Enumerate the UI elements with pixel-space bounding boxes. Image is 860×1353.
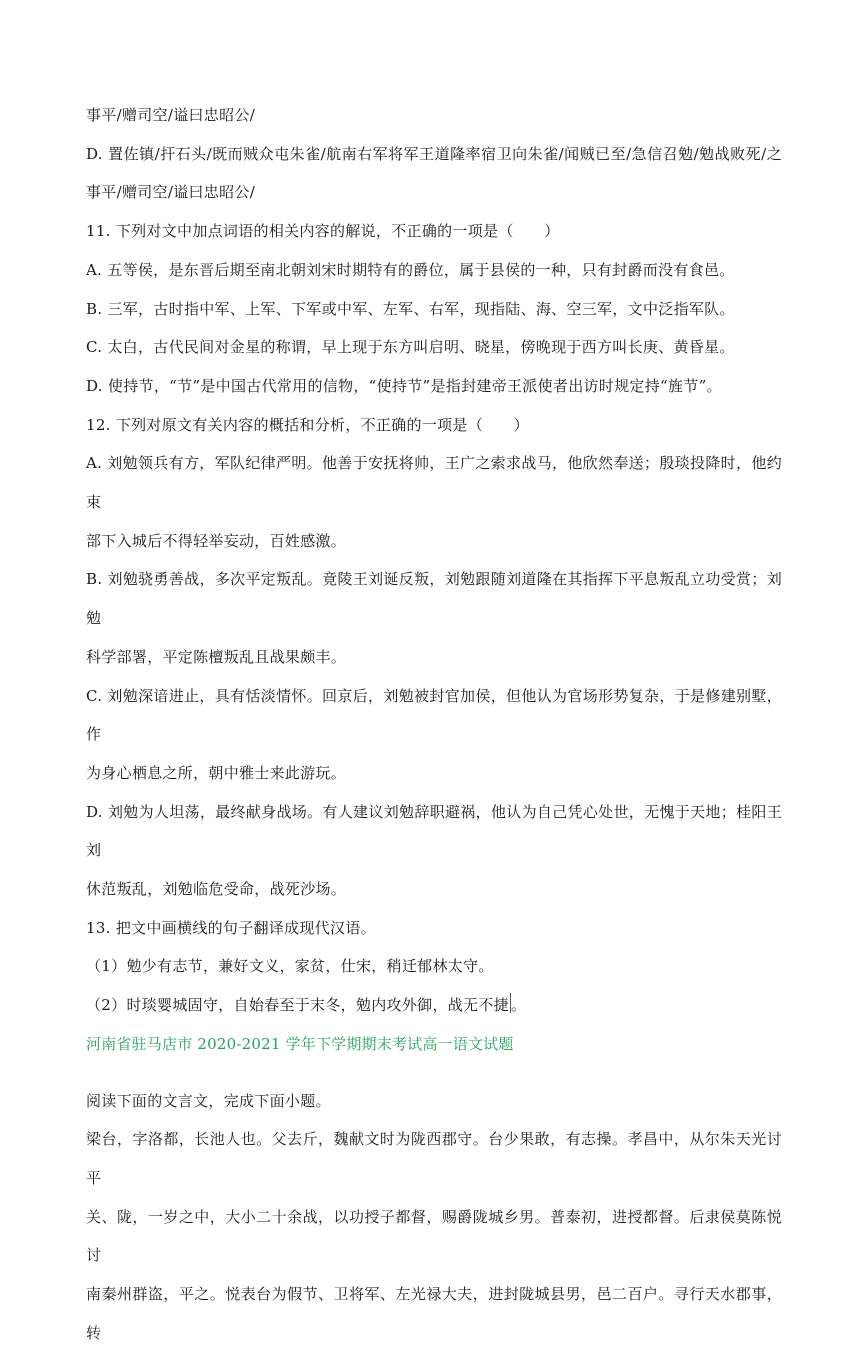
question-12-option-b-line2: 科学部署，平定陈檀叛乱且战果颇丰。: [86, 647, 347, 666]
question-12-option-c-line2: 为身心栖息之所，朝中雅士来此游玩。: [86, 763, 347, 782]
question-11-option-a: A. 五等侯，是东晋后期至南北朝刘宋时期特有的爵位，属于县侯的一种，只有封爵而没有食邑。: [86, 260, 735, 279]
passage-line-3: 南秦州群盗，平之。悦表台为假节、卫将军、左光禄大夫，进封陇城县男，邑二百户。寻行天水郡事，转: [86, 1285, 782, 1342]
next-exam-title-link[interactable]: 河南省驻马店市 2020-2021 学年下学期期末考试高一语文试题: [86, 1034, 514, 1053]
question-13-item-2-text: （2）时琰婴城固守，自始春至于末冬，勉内攻外御，战无不捷: [86, 996, 509, 1015]
answer-d-line1: D. 置佐镇/扞石头/既而贼众屯朱雀/航南右军将军王道隆率宿卫向朱雀/闻贼已至/急信召勉/勉战败死/之: [86, 144, 782, 163]
question-12-option-a-line2: 部下入城后不得轻举妄动，百姓感激。: [86, 531, 347, 550]
question-11-option-c: C. 太白，古代民间对金星的称谓，早上现于东方叫启明、晓星，傍晚现于西方叫长庚、黄昏星。: [86, 338, 735, 357]
passage-line-2: 关、陇，一岁之中，大小二十余战，以功授子都督，赐爵陇城乡男。普泰初，进授都督。后隶侯莫陈悦讨: [86, 1207, 782, 1265]
document-page: [86, 96, 782, 1353]
question-13-item-2: [86, 986, 782, 1025]
question-12-option-c-line1: C. 刘勉深谙进止，具有恬淡情怀。回京后，刘勉被封官加侯，但他认为官场形势复杂，于是修建别墅，作: [86, 686, 782, 744]
section-spacer: [86, 1064, 782, 1082]
question-11-option-b: B. 三军，古时指中军、上军、下军或中军、左军、右军，现指陆、海、空三军，文中泛指军队。: [86, 299, 735, 318]
question-13-item-1: （1）勉少有志节，兼好文义，家贫，仕宋，稍迁郁林太守。: [86, 957, 494, 976]
question-11-option-d: D. 使持节，“节”是中国古代常用的信物，“使持节”是指封建帝王派使者出访时规定持“旌节”。: [86, 376, 722, 395]
answer-d-line2: 事平/赠司空/谥曰忠昭公/: [86, 183, 256, 202]
question-12-stem: 12. 下列对原文有关内容的概括和分析，不正确的一项是（ ）: [86, 415, 529, 434]
question-13-end-mark: 。: [510, 996, 527, 1015]
question-12-option-d-line2: 休范叛乱，刘勉临危受命，战死沙场。: [86, 880, 347, 899]
question-13-stem: 13. 把文中画横线的句子翻译成现代汉语。: [86, 918, 376, 937]
question-12-option-d-line1: D. 刘勉为人坦荡，最终献身战场。有人建议刘勉辞职避祸，他认为自己凭心处世，无愧于天地；桂阳王刘: [86, 802, 782, 860]
question-11-stem: 11. 下列对文中加点词语的相关内容的解说，不正确的一项是（ ）: [86, 222, 560, 241]
passage-line-1: 梁台，字洛都，长池人也。父去斤，魏献文时为陇西郡守。台少果敢，有志操。孝昌中，从尔朱天光讨平: [86, 1130, 782, 1187]
question-12-option-a-line1: A. 刘勉领兵有方，军队纪律严明。他善于安抚将帅，王广之索求战马，他欣然奉送；殷琰投降时，他约束: [86, 454, 782, 512]
answer-c-tail: 事平/赠司空/谥曰忠昭公/: [86, 106, 256, 124]
passage-intro: 阅读下面的文言文，完成下面小题。: [86, 1091, 331, 1110]
question-12-option-b-line1: B. 刘勉骁勇善战，多次平定叛乱。竟陵王刘诞反叛，刘勉跟随刘道隆在其指挥下平息叛乱立功受赏；刘勉: [86, 570, 782, 628]
